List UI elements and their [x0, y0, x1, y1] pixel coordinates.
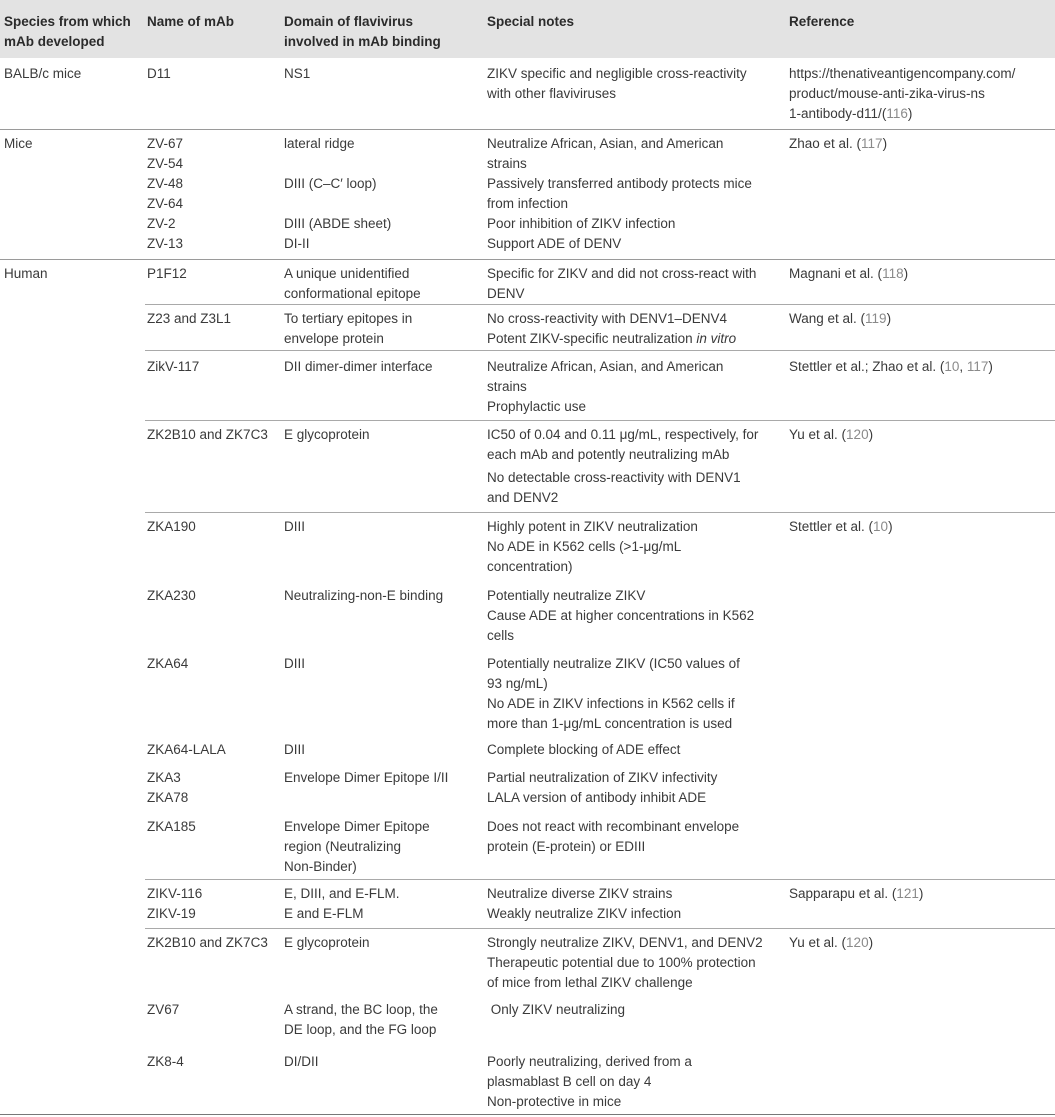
row-divider	[0, 129, 1055, 130]
notes-cell: Strongly neutralize ZIKV, DENV1, and DENV2 Therapeutic potential due to 100% protection of mice from lethal ZIKV challenge	[487, 935, 763, 990]
mab-name: ZIKV-116 ZIKV-19	[147, 886, 203, 921]
header-reference: Reference	[789, 14, 855, 29]
notes-cell: Complete blocking of ADE effect	[487, 742, 681, 757]
domain-cell: E glycoprotein	[284, 427, 370, 442]
reference-cell: Stettler et al.; Zhao et al. (10, 117)	[789, 359, 993, 374]
domain-cell: NS1	[284, 66, 311, 81]
notes-cell: IC50 of 0.04 and 0.11 μg/mL, respectively, for each mAb and potently neutralizing mAb	[487, 427, 759, 462]
notes-cell: No detectable cross-reactivity with DENV1 and DENV2	[487, 470, 741, 505]
domain-cell: Envelope Dimer Epitope I/II	[284, 770, 449, 785]
row-divider	[0, 259, 1055, 260]
domain-cell: DIII	[284, 656, 306, 671]
mab-name: ZK8-4	[147, 1054, 184, 1069]
citation-link[interactable]: 10	[873, 519, 889, 534]
mab-name: ZKA64-LALA	[147, 742, 226, 757]
mab-name: ZKA230	[147, 588, 196, 603]
row-divider	[145, 350, 1055, 351]
notes-cell: No cross-reactivity with DENV1–DENV4 Potent ZIKV-specific neutralization in vitro	[487, 311, 737, 346]
citation-link[interactable]: 118	[882, 266, 904, 281]
species-cell: Mice	[4, 136, 33, 151]
notes-cell: Highly potent in ZIKV neutralization No ADE in K562 cells (>1-μg/mL concentration)	[487, 519, 698, 574]
domain-cell: DIII (ABDE sheet)	[284, 216, 392, 231]
mab-name: ZKA64	[147, 656, 189, 671]
reference-cell: Magnani et al. (118)	[789, 266, 909, 281]
reference-cell: Yu et al. (120)	[789, 427, 874, 442]
citation-link[interactable]: 120	[846, 427, 869, 442]
reference-cell: Sapparapu et al. (121)	[789, 886, 924, 901]
citation-link[interactable]: 119	[865, 311, 887, 326]
domain-cell: Neutralizing-non-E binding	[284, 588, 444, 603]
notes-cell: Neutralize African, Asian, and American strains Prophylactic use	[487, 359, 724, 414]
notes-cell: Potentially neutralize ZIKV Cause ADE at higher concentrations in K562 cells	[487, 588, 755, 643]
reference-cell: Wang et al. (119)	[789, 311, 892, 326]
notes-cell: Potentially neutralize ZIKV (IC50 values of 93 ng/mL) No ADE in ZIKV infections in K562 cells if more than 1-μg/mL concentration is used	[487, 656, 740, 731]
citation-link[interactable]: 117	[966, 359, 989, 374]
domain-cell: A unique unidentified conformational epitope	[284, 266, 421, 301]
reference-cell: Yu et al. (120)	[789, 935, 874, 950]
row-divider	[145, 304, 1055, 305]
citation-link[interactable]: 120	[846, 935, 869, 950]
domain-cell: A strand, the BC loop, the DE loop, and the FG loop	[284, 1002, 438, 1037]
mab-name: ZV-67 ZV-54 ZV-48 ZV-64 ZV-2 ZV-13	[147, 136, 184, 251]
domain-cell: DIII	[284, 742, 306, 757]
notes-cell: Does not react with recombinant envelope protein (E-protein) or EDIII	[487, 819, 740, 854]
mab-name: P1F12	[147, 266, 187, 281]
mab-name: ZKA185	[147, 819, 196, 834]
reference-cell: Stettler et al. (10)	[789, 519, 893, 534]
domain-cell: lateral ridge	[284, 136, 355, 151]
reference-cell: https://thenativeantigencompany.com/ product/mouse-anti-zika-virus-ns 1-antibody-d11/(116)	[789, 66, 1016, 121]
domain-cell: DIII	[284, 519, 306, 534]
species-cell: Human	[4, 266, 48, 281]
domain-cell: E glycoprotein	[284, 935, 370, 950]
header-name: Name of mAb	[147, 14, 235, 29]
notes-cell: Neutralize African, Asian, and American strains Passively transferred antibody protects mice from infection Poor inhibition of ZIKV infection Support ADE of DENV	[487, 136, 752, 251]
header-species: Species from which mAb developed	[4, 14, 131, 49]
domain-cell: DII dimer-dimer interface	[284, 359, 433, 374]
notes-cell: Partial neutralization of ZIKV infectivity LALA version of antibody inhibit ADE	[487, 770, 718, 805]
header-domain: Domain of flavivirus involved in mAb binding	[284, 14, 441, 49]
mab-name: Z23 and Z3L1	[147, 311, 232, 326]
row-divider	[145, 879, 1055, 880]
notes-cell: Only ZIKV neutralizing	[487, 1002, 626, 1017]
domain-cell: Envelope Dimer Epitope region (Neutralizing Non-Binder)	[284, 819, 430, 874]
domain-cell: DI/DII	[284, 1054, 319, 1069]
notes-cell: ZIKV specific and negligible cross-reactivity with other flaviviruses	[487, 66, 747, 101]
row-divider	[145, 512, 1055, 513]
mab-name: ZikV-117	[147, 359, 200, 374]
mab-name: ZK2B10 and ZK7C3	[147, 427, 268, 442]
domain-cell: E, DIII, and E-FLM. E and E-FLM	[284, 886, 400, 921]
citation-link[interactable]: 121	[896, 886, 919, 901]
species-cell: BALB/c mice	[4, 66, 82, 81]
row-divider	[145, 928, 1055, 929]
citation-link[interactable]: 117	[861, 136, 883, 151]
mab-name: ZKA3 ZKA78	[147, 770, 189, 805]
notes-cell: Poorly neutralizing, derived from a plasmablast B cell on day 4 Non-protective in mice	[487, 1054, 692, 1109]
mab-name: ZK2B10 and ZK7C3	[147, 935, 268, 950]
table-bottom-rule	[0, 1114, 1055, 1115]
domain-cell: DIII (C–C′ loop)	[284, 176, 377, 191]
mab-name: ZV67	[147, 1002, 180, 1017]
reference-cell: Zhao et al. (117)	[789, 136, 888, 151]
notes-cell: Neutralize diverse ZIKV strains Weakly neutralize ZIKV infection	[487, 886, 682, 921]
mab-name: D11	[147, 66, 171, 81]
header-notes: Special notes	[487, 14, 575, 29]
domain-cell: DI-II	[284, 236, 310, 251]
notes-cell: Specific for ZIKV and did not cross-react with DENV	[487, 266, 757, 301]
table-header	[0, 0, 1055, 58]
row-divider	[145, 420, 1055, 421]
mab-name: ZKA190	[147, 519, 196, 534]
domain-cell: To tertiary epitopes in envelope protein	[284, 311, 413, 346]
citation-link[interactable]: 10	[944, 359, 960, 374]
citation-link[interactable]: 116	[886, 106, 908, 121]
